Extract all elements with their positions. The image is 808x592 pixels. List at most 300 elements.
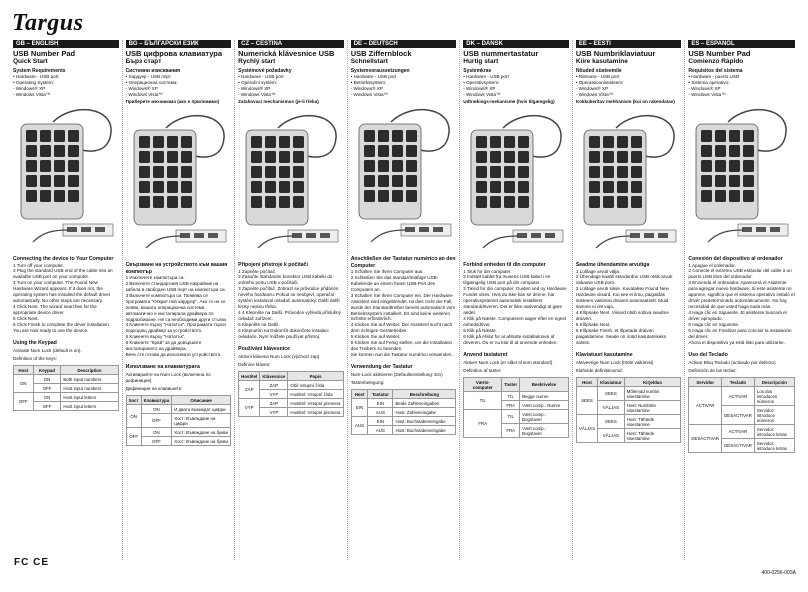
keypad-key xyxy=(476,166,487,178)
keypad-key xyxy=(68,130,79,142)
keypad-key xyxy=(378,130,389,142)
keypad-key xyxy=(631,181,642,193)
table-header-cell: Popis xyxy=(288,372,343,381)
table-row xyxy=(689,387,795,406)
keypad-intro: Активирайте на Num Lock (включена по дефиниция) xyxy=(125,372,211,384)
table-header-row xyxy=(239,372,344,381)
keypad-key xyxy=(364,130,375,142)
keypad-key xyxy=(26,190,37,202)
description-cell: Servidor: introduce números xyxy=(754,406,794,425)
language-column xyxy=(460,40,573,560)
keypad-intro: Tastenbelegung: xyxy=(350,380,385,386)
keypad-state-cell: ON xyxy=(141,428,172,437)
keypad-key xyxy=(729,175,740,187)
keypad-key xyxy=(153,136,164,148)
table-header-row xyxy=(576,378,681,387)
table-row xyxy=(351,399,456,408)
requirement-item: - Windows® XP xyxy=(575,86,609,92)
keypad-key xyxy=(589,136,600,148)
install-step: 3 Encienda el ordenador. Aparecerá el Asistente para agregar nuevo hardware. Si este asistente no aparece, significa que el sistema operativo instaló el driver predeterminado automáticamente. No hay necesidad de que usted haga nada más. xyxy=(688,280,795,310)
language-column xyxy=(685,40,798,560)
table-row xyxy=(126,414,231,428)
keypad-state-cell: EIN xyxy=(368,399,393,408)
keypad-key xyxy=(68,160,79,172)
host-on-cell: ACTIVAR xyxy=(689,387,722,425)
product-title: USB nummertastatur xyxy=(463,49,539,58)
table-header-cell: Хост xyxy=(126,396,141,405)
keypad-key xyxy=(631,151,642,163)
keypad-key xyxy=(68,175,79,187)
keypad-key xyxy=(364,160,375,172)
keypad-key xyxy=(617,136,628,148)
install-step: 3 Turn on your computer. The Found New Hardware Wizard appears. If it does not, the operating system has installed the default driver automatically. No other steps are necessary. xyxy=(13,280,111,304)
install-step: 3 Lülitage arvuti sisse. Kuvatakse Found New Hardware viisard. Kui see ei ilmu, paigaldas süsteem vaikimisi draiveri automaatselt. Muid samme ei ole vaja. xyxy=(575,286,669,310)
description-cell: Vært.comp.: Numre xyxy=(520,401,569,410)
keypad-key xyxy=(181,181,192,193)
language-header: EE – EESTI xyxy=(576,40,682,48)
keypad-state-cell: VYP xyxy=(260,390,288,399)
quick-start-subtitle: Kiire kasutamine xyxy=(575,58,628,66)
keypad-illustration xyxy=(576,108,682,258)
keypad-key xyxy=(406,175,417,187)
keypad-key xyxy=(40,145,51,157)
description-cell: И двата въвеждат цифри xyxy=(172,405,231,414)
keypad-key xyxy=(251,136,262,148)
host-on-cell: TIL xyxy=(464,392,502,410)
keypad-section-heading: Verwendung der Tastatur xyxy=(350,364,413,371)
keypad-key xyxy=(743,190,754,202)
table-header-row xyxy=(351,390,456,399)
keypad-section-heading: Používání klávesnice xyxy=(238,346,291,353)
keypad-intro: Дефиниция на клавишите: xyxy=(125,386,183,392)
keypad-key xyxy=(490,181,501,193)
brand-logo: Targus xyxy=(12,10,84,36)
keypad-key xyxy=(729,160,740,172)
keypad-key xyxy=(518,136,529,148)
usb-slot xyxy=(194,233,204,238)
host-off-cell: FRA xyxy=(464,410,502,438)
requirements-heading: Systemkrav xyxy=(463,68,492,75)
requirement-item: - Windows® XP xyxy=(350,86,383,92)
keypad-key xyxy=(293,136,304,148)
keypad-intro: Activar Bloq Teclado (activado por defecto) xyxy=(688,360,776,366)
description-cell: Servidor: introduce letras xyxy=(754,425,794,439)
keypad-key xyxy=(54,160,65,172)
table-row xyxy=(464,410,569,424)
keypad-intro: Aktivní klávesa Num Lock (výchozí zap) xyxy=(238,354,320,360)
description-cell: Хост: Въвеждане на цифри xyxy=(172,414,231,428)
requirements-heading: Requisitos del sistema xyxy=(688,68,743,75)
install-step: 3 Tænd for din computer. Guiden ved ny Hardware Fundet vises. Hvis du ikke kan se denne, har operativsystemet automatisk installeret standarddriveren. Det er ikke nødvendigt at gøre andet. xyxy=(463,286,567,316)
install-step: 3 Zapněte počítač. Zobrazí se průvodce přidáním nového hardwaru. Pokud se neobjeví, operační systém instaloval ovladač automaticky. Další další kroky nejsou třeba. xyxy=(238,286,340,310)
keypad-state-cell: OFF xyxy=(141,414,172,428)
requirement-item: • Hardware - USB port xyxy=(463,74,509,80)
table-header-cell: Kirjeldus xyxy=(624,378,681,387)
keypad-state-cell: FRA xyxy=(502,424,520,438)
section-heading: Anschließen der Tastatur numérico an den Computer xyxy=(350,256,456,269)
language-header: DE – DEUTSCH xyxy=(351,40,457,48)
table-row xyxy=(464,392,569,401)
host-off-cell: DESACTIVAR xyxy=(689,425,722,453)
keypad-key xyxy=(504,196,515,208)
install-step: 6 Klepnutím na Dokončit dokončete instalaci ovladače. Nyní můžete používat přístroj. xyxy=(238,328,329,340)
host-off-cell: OFF xyxy=(126,428,141,446)
keypad-key xyxy=(406,160,417,172)
illustration-area xyxy=(238,108,344,258)
keypad-key xyxy=(392,130,403,142)
install-step: 2 Zasuňte standardní konektor USB kabelu do volného portu USB v počítači. xyxy=(238,274,333,286)
description-cell: Host: Zahleneingabe xyxy=(393,408,456,417)
keypad-key xyxy=(589,151,600,163)
usb-slot xyxy=(545,233,555,238)
table-row xyxy=(239,399,344,408)
usb-slot xyxy=(658,233,668,238)
keypad-intro: Aktiver Num Lock (er slået til som standard) xyxy=(463,360,553,366)
requirement-item: - Windows Vista™ xyxy=(350,92,389,98)
table-header-cell: Teclado xyxy=(722,378,755,387)
keypad-key xyxy=(181,196,192,208)
requirement-item: • Operating System: xyxy=(13,80,54,86)
keypad-key xyxy=(279,166,290,178)
table-row xyxy=(351,417,456,426)
keypad-key xyxy=(701,160,712,172)
host-off-cell: VYP xyxy=(239,399,260,417)
requirement-item: • Hardware - USB port xyxy=(350,74,397,80)
keypad-key xyxy=(167,181,178,193)
keypad-intro: Activate Num Lock (default is on). xyxy=(13,348,82,354)
requirement-item: • Hardware - USB port xyxy=(13,74,59,80)
keypad-key xyxy=(279,136,290,148)
keypad-illustration xyxy=(126,108,232,258)
keypad-key xyxy=(293,181,304,193)
install-step: Ahora el dispositivo ya está listo para utilizarse. xyxy=(688,340,785,346)
keypad-key xyxy=(701,130,712,142)
keypad-state-cell: ON xyxy=(33,393,61,402)
keypad-key xyxy=(153,151,164,163)
keypad-key xyxy=(406,190,417,202)
keypad-key xyxy=(617,181,628,193)
keypad-section-heading: Using the Keypad xyxy=(13,340,57,347)
keypad-key xyxy=(153,166,164,178)
table-header-row xyxy=(14,366,119,375)
usb-slot xyxy=(208,233,218,238)
keypad-key xyxy=(715,175,726,187)
table-row xyxy=(239,381,344,390)
keypad-key xyxy=(40,175,51,187)
keypad-key xyxy=(617,166,628,178)
description-cell: Obě vstupní čísla xyxy=(288,381,343,390)
key-definition-table xyxy=(351,389,457,435)
description-cell: Los dos introducen números xyxy=(754,387,794,406)
keypad-key xyxy=(293,196,304,208)
keypad-key xyxy=(378,160,389,172)
requirement-item: • Hardware - USB port xyxy=(238,74,284,80)
key-definition-table xyxy=(463,377,569,438)
install-step: 3 Включете компютъра си. Появява се програмата "Открит нов хардуер". Ако то не се появи, вашата операционна система автоматично е инсталирала драйвера по подразбиране. Не са необходими други стъпки. xyxy=(125,292,228,322)
keypad-state-cell: ACTIVAR xyxy=(722,425,755,439)
install-step: 6 Klicken Sie auf Fertig stellen, um die Installation des Treibers zu beenden. xyxy=(350,340,453,352)
keypad-key xyxy=(518,166,529,178)
requirement-item: - Windows® XP xyxy=(463,86,496,92)
install-step: 4 4 Klepněte na Další. Průvodce vyhledá příslušný ovladač zařízení. xyxy=(238,310,341,322)
usage-note: Kokkukeritav mehhanism (kui on rakendatav) xyxy=(575,99,675,105)
keypad-key xyxy=(504,151,515,163)
table-header-cell: Værts-computer xyxy=(464,378,502,392)
keypad-state-cell: AUS xyxy=(368,408,393,417)
description-cell: Host: Tähtede sisestamine xyxy=(624,429,681,443)
section-heading: Conexión del dispositivo al ordenador xyxy=(688,256,783,263)
quick-start-subtitle: Schnellstart xyxy=(350,58,388,66)
keypad-key xyxy=(743,130,754,142)
keypad-state-cell: ACTIVAR xyxy=(722,387,755,406)
keypad-key xyxy=(364,145,375,157)
description-cell: Begge numre xyxy=(520,392,569,401)
keypad-illustration xyxy=(688,102,794,252)
keypad-key xyxy=(54,175,65,187)
table-header-cell: Klaviatuur xyxy=(598,378,624,387)
install-step: 3 Schalten Sie Ihren Computer ein. Der Hardware-Assistent wird eingeblendet. Ist dies nicht der Fall, wurde der Standardtreiber bereits automatisch vom Betriebssystem installiert. Es sind keine weiteren Schritte erforderlich. xyxy=(350,292,456,322)
keypad-state-cell: ZAP xyxy=(260,399,288,408)
description-cell: Host input numbers xyxy=(61,384,118,393)
keypad-key xyxy=(631,196,642,208)
keypad-key xyxy=(139,181,150,193)
table-row xyxy=(126,437,231,446)
keypad-section-heading: Anvend tastaturet xyxy=(463,352,508,359)
keypad-key xyxy=(251,181,262,193)
requirement-item: - Windows® XP xyxy=(13,86,46,92)
keypad-key xyxy=(715,190,726,202)
install-step: 6 Klõpsake Finish, et lõpetada draiveri paigaldamine. Seade on nüüd kasutamiseks valmis. xyxy=(575,328,666,346)
keypad-key xyxy=(701,175,712,187)
install-step: 4 Click Next. The wizard searches for the appropriate device driver. xyxy=(13,304,97,316)
product-title: Numerická klávesnice USB xyxy=(238,49,335,58)
keypad-intro: Num-Lock aktivieren (Defaulteinstellung: Ein) xyxy=(350,372,443,378)
keypad-key xyxy=(617,151,628,163)
keypad-illustration xyxy=(463,108,569,258)
keypad-key xyxy=(743,145,754,157)
table-header-row xyxy=(126,396,231,405)
description-cell: Host: Tähtede sisestamine xyxy=(624,415,681,429)
product-title: USB Number Pad xyxy=(13,49,76,58)
keypad-key xyxy=(279,151,290,163)
table-row xyxy=(126,405,231,414)
keypad-key xyxy=(476,196,487,208)
install-step: 5 Klõpsake Next. xyxy=(575,322,611,328)
install-step: 4 Klicken Sie auf Weiter. Der Assistent sucht nach dem richtigen Gerätetreiber. xyxy=(350,322,453,334)
keypad-state-cell: SEES xyxy=(598,387,624,401)
keypad-key xyxy=(589,181,600,193)
keypad-key xyxy=(265,196,276,208)
requirement-item: - Windows Vista™ xyxy=(688,92,726,98)
keypad-key xyxy=(167,151,178,163)
install-step: 6 Klik på Afslut for at afslutte installationen af driveren. Du er nu klar til at anvende enheden. xyxy=(463,334,558,346)
requirements-heading: Системни изисквания xyxy=(125,68,181,75)
requirements-heading: Systémové požadavky xyxy=(238,68,292,75)
table-header-cell: Host xyxy=(576,378,597,387)
keypad-key xyxy=(729,190,740,202)
description-cell: Hostitel: Vstupní čísla xyxy=(288,390,343,399)
usage-note: Приберете механизма (ако е приложимо) xyxy=(125,99,220,105)
keypad-key xyxy=(378,145,389,157)
keypad-key xyxy=(504,136,515,148)
table-header-cell: Tastatur xyxy=(368,390,393,399)
host-off-cell: VÄLJAS xyxy=(576,415,597,443)
usage-note: Udtrækings-mekanisme (hvis tilgængelig) xyxy=(463,99,555,105)
keypad-key xyxy=(279,196,290,208)
usb-slot xyxy=(433,227,443,232)
keypad-key xyxy=(617,196,628,208)
language-columns xyxy=(10,40,798,560)
usb-slot xyxy=(419,227,429,232)
usb-slot xyxy=(95,227,105,232)
keypad-state-cell: OFF xyxy=(33,384,61,393)
keypad-key xyxy=(729,130,740,142)
illustration-area xyxy=(463,108,569,258)
keypad-key xyxy=(406,130,417,142)
requirement-item: • Операционна система: xyxy=(125,80,178,86)
keypad-state-cell: SEES xyxy=(598,415,624,429)
keypad-key xyxy=(392,160,403,172)
keypad-key xyxy=(26,145,37,157)
keypad-intro: Aktiveerige Num Lock (tööle vaikimisi) xyxy=(575,360,654,366)
description-cell: Vært.comp.: Bogstaver xyxy=(520,424,569,438)
quick-start-subtitle: Бърз старт xyxy=(125,58,162,66)
keypad-key xyxy=(139,196,150,208)
keypad-key xyxy=(265,151,276,163)
keypad-state-cell: EIN xyxy=(368,417,393,426)
illustration-area xyxy=(688,102,795,252)
keypad-key xyxy=(265,136,276,148)
section-heading: Seadme ühendamine arvutiga xyxy=(575,262,650,269)
table-row xyxy=(14,393,119,402)
product-title: USB Numbriklaviatuur xyxy=(575,49,656,58)
keypad-intro: Definice kláves: xyxy=(238,362,271,368)
keypad-key xyxy=(743,175,754,187)
keypad-key xyxy=(476,181,487,193)
keypad-state-cell: ON xyxy=(33,375,61,384)
illustration-area xyxy=(126,108,232,258)
compliance-marks: FC CE xyxy=(14,557,49,568)
keypad-key xyxy=(251,151,262,163)
table-header-cell: Клавиатура xyxy=(141,396,172,405)
install-step: You are now ready to use the device. xyxy=(13,328,89,334)
keypad-key xyxy=(603,136,614,148)
usb-slot xyxy=(320,233,330,238)
keypad-state-cell: TIL xyxy=(502,392,520,401)
keypad-key xyxy=(603,151,614,163)
product-title: USB Ziffernblock xyxy=(350,49,412,58)
host-on-cell: ZAP xyxy=(239,381,260,399)
install-step: 2 Indsæt kablet fra musens USB kabel i en tilgængelig USB port på din computer. xyxy=(463,274,551,286)
description-cell: Vært.comp.: Bogstaver xyxy=(520,410,569,424)
table-header-cell: Beschreibung xyxy=(393,390,456,399)
keypad-key xyxy=(476,136,487,148)
usb-slot xyxy=(306,233,316,238)
install-step: Вече сте готови да използвате устройството. xyxy=(125,352,222,358)
key-definition-table xyxy=(126,395,232,446)
install-step: 1 Zapněte počítač. xyxy=(238,268,277,274)
keypad-key xyxy=(743,160,754,172)
keypad-key xyxy=(589,196,600,208)
keypad-key xyxy=(54,145,65,157)
quick-start-subtitle: Rychlý start xyxy=(238,58,276,66)
language-column xyxy=(348,40,461,560)
language-header: CZ – ČEŠTINA xyxy=(238,40,344,48)
keypad-key xyxy=(26,160,37,172)
keypad-section-heading: Klaviatuuri kasutamine xyxy=(575,352,633,359)
keypad-key xyxy=(715,130,726,142)
keypad-key xyxy=(54,190,65,202)
keypad-key xyxy=(392,175,403,187)
keypad-key xyxy=(139,151,150,163)
install-step: 2 Conecte el extremo USB estándar del cable a un puerto USB libre del ordenador. xyxy=(688,268,792,280)
keypad-key xyxy=(490,196,501,208)
usb-slot xyxy=(644,233,654,238)
keypad-key xyxy=(181,136,192,148)
table-header-cell: Servidor xyxy=(689,378,722,387)
install-step: 5 Click Next. xyxy=(13,316,39,322)
requirement-item: - Windows Vista™ xyxy=(238,92,276,98)
keypad-key xyxy=(490,166,501,178)
quick-start-subtitle: Quick Start xyxy=(13,58,48,66)
install-step: 4 Klõpsake Next. Viisard otsib sobiva seadme draiveri. xyxy=(575,310,669,322)
keypad-state-cell: AUS xyxy=(368,426,393,435)
keypad-key xyxy=(153,181,164,193)
section-heading: Forbind enheden til din computer xyxy=(463,262,546,269)
description-cell: Beide Zahleneingaben xyxy=(393,399,456,408)
host-on-cell: ON xyxy=(14,375,34,393)
usb-slot xyxy=(81,227,91,232)
quick-start-subtitle: Comienzo Rápido xyxy=(688,58,744,66)
description-cell: Hostitel: Vstupní písmena xyxy=(288,408,343,417)
table-header-cell: Klávesnice xyxy=(260,372,288,381)
keypad-key xyxy=(153,196,164,208)
requirement-item: - Windows Vista™ xyxy=(125,92,164,98)
table-header-cell: Keypad xyxy=(33,366,61,375)
keypad-key xyxy=(251,166,262,178)
table-header-cell: Description xyxy=(61,366,118,375)
quick-start-subtitle: Hurtig start xyxy=(463,58,499,66)
table-header-cell: Descripción xyxy=(754,378,794,387)
section-heading: Свързване на устройството към вашия компютър xyxy=(125,262,228,275)
table-header-row xyxy=(689,378,795,387)
install-step: 5 Haga clic en Siguiente. xyxy=(688,322,740,328)
host-off-cell: AUS xyxy=(351,417,368,435)
keypad-intro: Definition of the keys: xyxy=(13,356,57,362)
keypad-key xyxy=(68,145,79,157)
usb-slot xyxy=(531,233,541,238)
illustration-area xyxy=(576,108,682,258)
keypad-key xyxy=(378,190,389,202)
keypad-key xyxy=(631,166,642,178)
description-cell: Host: Buchstabeneingabe xyxy=(393,417,456,426)
keypad-key xyxy=(518,181,529,193)
document-code: 400-0256-003A xyxy=(761,570,796,576)
keypad-state-cell: ON xyxy=(141,405,172,414)
keypad-state-cell: DESACTIVAR xyxy=(722,406,755,425)
description-cell: Хост: Въвеждане на букви xyxy=(172,437,231,446)
language-column xyxy=(10,40,123,560)
install-step: 1 Apague el ordenador. xyxy=(688,262,736,268)
keypad-key xyxy=(504,181,515,193)
install-step: 5 Кликнете върху "Нататък". xyxy=(125,334,186,340)
keypad-key xyxy=(729,145,740,157)
table-header-cell: Описание xyxy=(172,396,231,405)
install-step: 5 Klepněte na Další. xyxy=(238,322,280,328)
requirement-item: • Operatsioonisüsteem: xyxy=(575,80,624,86)
install-step: 4 Кликнете върху "Нататък". Програмата търси подходящ драйвер за устройството. xyxy=(125,322,226,334)
keypad-key xyxy=(701,145,712,157)
